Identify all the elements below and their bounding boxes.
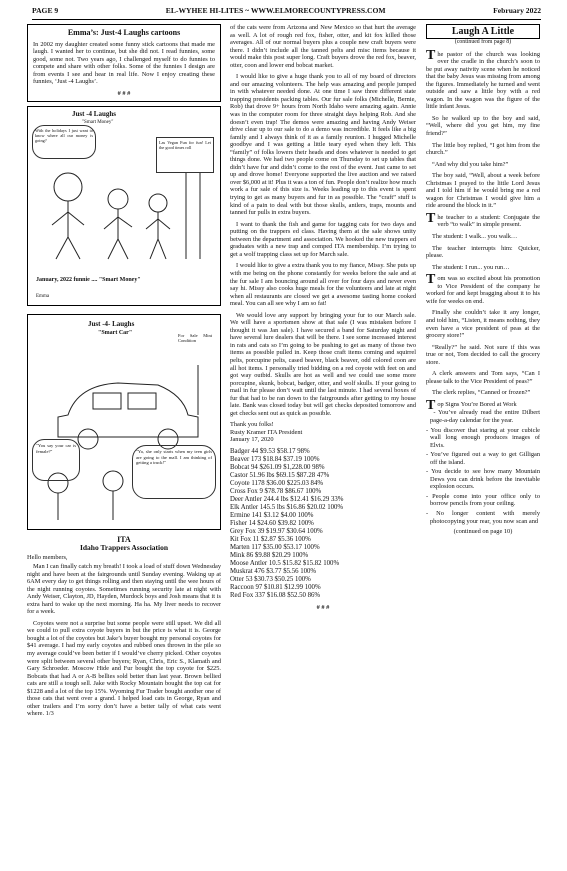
price-row: Bobcat 94 $261.09 $1,228.00 98%	[230, 463, 325, 471]
cartoon-signature: Emma	[36, 294, 50, 300]
paragraph: Man I can finally catch my breath! I took a load of stuff down Wednesday night and have been at the fairgrounds until Sunday evening. Waking up at 6AM every day to get things rolling and then staying until the wee hours of the night running coyotes. Sometimes running security late at night with Andy Weiser, Clayton, JD, Hayden, Murdock boys and Josh means that it is extra hard to wake up the next morning. Ha ha. My liver needs to recover for a week.	[27, 563, 221, 616]
cartoon-caption: January, 2022 funnie .... "Smart Money"	[36, 277, 141, 284]
cartoon-title: Just -4 Laughs	[72, 110, 116, 119]
signature-name: Rusty Kramer ITA President	[230, 428, 303, 436]
joke-text: The clerk replies, “Canned or frozen?”	[432, 389, 531, 397]
laugh-title: Laugh A Little	[426, 24, 540, 39]
greeting: Hello members,	[27, 554, 68, 562]
paper-name: EL-WYHEE HI-LITES ~ WWW.ELMORECOUNTYPRESS.COM	[165, 6, 386, 15]
paragraph: Coyotes were not a surprise but some people were still upset. We did all we could to pull extra coyote buyers in but the price is what it is. George bought a lot of the coyotes but Jake’s buyer bought my personal coyotes for $41 average. I had my early coyotes and rubbed ones thrown in the pile so my average could’ve been better if I would’ve cherry picked. Other coyotes were split between several other buyers; Ryan, Chris, Eric S., Klamath and Gary Schroeder. Moscow Hide and Fur bought the top coyote for $225. Bobcats that had A or A-B bellies sold better than last year. Brown bellied cats are still a tough sell. Jake with Rocky Mountain bought the top cat for $1228 and a lot of the top 15%. Wyoming Fur Trader bought another one of those cats that went over a grand. I helped load cats in George, Ryan and other trailers and I’m sorry don’t have a better tally of what cats went where. 1/3	[27, 619, 221, 718]
cartoon-smart-car	[27, 314, 221, 530]
las-vegas-sign: Las Vegan Fun for fun! Let the good times roll	[156, 137, 214, 173]
price-row: Elk Antler 145.5 lbs $16.86 $20.02 100%	[230, 503, 344, 511]
column-2	[230, 24, 416, 612]
joke-text: The teacher interrupts him: Quicker, please.	[426, 244, 540, 260]
price-row: Beaver 173 $18.84 $37.19 100%	[230, 455, 320, 463]
for-sale-sign: For Sale Mint Condition	[178, 333, 212, 344]
separator: # # #	[316, 603, 330, 611]
list-item: - You’ve figured out a way to get Gilligan off the island.	[426, 451, 540, 466]
cartoon-title: Just -4- Laughs	[88, 320, 135, 329]
joke-text: Finally she couldn’t take it any longer, and told him, “Listen, it means nothing, they even have a vice president of peas at the grocery store!”	[426, 309, 540, 340]
price-row: Deer Antler 244.4 lbs $12.41 $16.29 33%	[230, 495, 344, 503]
price-row: Otter 53 $30.73 $50.25 100%	[230, 575, 311, 583]
price-row: Red Fox 337 $16.08 $52.50 86%	[230, 591, 321, 599]
dropcap: T	[426, 397, 436, 413]
price-row: Muskrat 476 $3.77 $5.56 100%	[230, 567, 317, 575]
fur-price-list	[230, 448, 416, 600]
list-item: - No longer content with merely photocopying your rear, you now scan and	[426, 509, 540, 525]
price-row: Fisher 14 $24.60 $39.82 100%	[230, 519, 314, 527]
list-item: - People come into your office only to borrow pencils from your ceiling.	[426, 492, 540, 508]
stick-figures-drawing	[38, 147, 208, 267]
page-number: PAGE 9	[32, 6, 59, 15]
cartoon-smart-money	[27, 106, 221, 306]
joke-text: “Really?” he said. Not sure if this was true or not, Tom decided to call the grocery store.	[426, 343, 540, 366]
paragraph: We would love any support by bringing your fur to our March sale. We will have a sportsmen show at that sale (I was mistaken before I thought it was Jan sale). I have secured a band for Saturday night and have several lure dealers that will be there. I see some increased interest in rats and cats so I’m going to be pushing to get as many of those two items as possible pulled in. Keep those craft items coming and squirrel pelts, porcupine pelts, cased beaver, black beaver, odd colored coon are all hot items. I personally tried bidding on a red coyote with feet on and got way outbid. Skulls are hot as well and we could use some more porcupine, skunk, bobcat, badger, otter, and wolf skulls. If your going to mail in fur please don’t wait until the last minute. I had several boxes of fur that had to be ran down to the fairgrounds after getting to my house late. Bank was closed today but will get checks deposited tomorrow and get checks sent out as quick as possible.	[230, 311, 416, 417]
paragraph: I want to thank the fish and game for tagging cats for two days and putting on the trappers ed class. Having them at the sale shows unity between the department and association. We hooked the new trappers ed graduates with a new trap and comped ITA membership. I’m trying to get a wolf trapping class set up for March sale.	[230, 220, 416, 258]
joke-text: The little boy replied, “I got him from the church.”	[426, 141, 540, 157]
price-row: Moose Antler 10.5 $15.82 $15.82 100%	[230, 559, 340, 567]
separator: # # #	[117, 89, 131, 97]
cartoon-intro-text: In 2002 my daughter created some funny stick cartoons that made me laugh. I wanted her to continue, but she did not. I read funnies, some good, some not. Two years ago, I challenged myself to do funnies to compete and share with other folks. Some of the funnies I design are from events I see and hear in real life. Now I enjoy creating these funnies, ‘Just -4 Laughs’.	[33, 40, 215, 86]
price-row: Ermine 141 $3.12 $4.00 100%	[230, 511, 314, 519]
continued-note: (continued on page 10)	[453, 528, 513, 536]
price-row: Kit Fox 11 $2.87 $5.36 100%	[230, 535, 311, 543]
joke-text: The boy said, “Well, about a week before Christmas I prayed to the little Lord Jesus and I told him if he would bring me a red wagon for Christmas I would give him a ride around the block in it.”	[426, 172, 540, 210]
column-3	[426, 24, 540, 536]
joke-text: “And why did you take him?”	[432, 160, 509, 168]
thanks: Thank you folks!	[230, 421, 274, 429]
paragraph: of the cats were from Arizona and New Mexico so that hurt the average as well. A lot of rough red fox, fisher, otter, and kit fox killed those averages. All of our normal buyers plus a couple new craft buyers were there. I didn’t include all the tanned pelts and misc items because it would make this post super long. Craft buyers drove the red fox, beaver, otter, coon and lower end bobcat market.	[230, 24, 416, 69]
signature-date: January 17, 2020	[230, 436, 274, 444]
price-row: Raccoon 97 $10.81 $12.99 100%	[230, 583, 321, 591]
price-row: Mink 86 $9.88 $20.29 100%	[230, 551, 309, 559]
dropcap: T	[426, 47, 436, 63]
price-row: Marten 117 $35.00 $53.17 100%	[230, 543, 320, 551]
ita-subtitle: Idaho Trappers Association	[79, 542, 169, 552]
cartoon-intro-title: Emma’s: Just-4 Laughs cartoons	[67, 28, 181, 37]
column-1	[27, 24, 221, 722]
price-row: Grey Fox 39 $19.97 $30.64 100%	[230, 527, 323, 535]
joke-text: So he walked up to the boy and said, “Well, where did you get him, my fine friend?”	[426, 114, 540, 138]
paragraph: I would like to give a extra thank you to my fiance, Missy. She puts up with me being on the phone constantly for weeks before the sale and at the fur sale I am bouncing around all over for four days and never even say hi. Missy also cooks huge meals for the volunteers and late at night when all restaurants are closed we get a awesome tasting home cooked meal. You can all see why I am so fat!	[230, 262, 416, 308]
joke-text: he teacher to a student: Conjugate the verb “to walk” in simple present.	[437, 213, 540, 229]
list-item: - You’ve already read the entire Dilbert page-a-day calendar for the year.	[430, 409, 540, 424]
speech-bubble: "Ya, she only starts when my teen girls are going to the mall. I am thinking of getting a truck!"	[132, 445, 216, 499]
price-row: Badger 44 $9.53 $58.17 98%	[230, 447, 310, 455]
dropcap: T	[426, 272, 436, 288]
dropcap: T	[426, 210, 436, 226]
joke-text: he pastor of the church was looking over the cradle in the church’s soon to be put away nativity scene when he noticed that the baby Jesus was missing from among the figures. Immediately he turned and went outside and saw a little boy with a red wagon. In the wagon was the figure of the little infant Jesus.	[426, 50, 540, 111]
paragraph: I would like to give a huge thank you to all of my board of directors and our amazing volunteers. The help was amazing and people jumped in with whatever needed done. At one time I saw three different state trapping presidents packing tables. Our fur sale folks (Michelle, Bernie, Rob) that drove 9+ hours from North Idaho were amazing again. Annie was in the computer room for three straight days helping Rob. And she doesn’t even trap! The demos were amazing and having Andy Weiser drive clear up to our sale to do a demo was incredible. It feels like a big family and I always think of it as a family reunion. I hugged Michelle goodbye and I was getting a little teary eyed when they left. This “family” of folks lowers their heads and does whatever is needed to get things done. We had two people come on Thursday to set up tables that didn’t have fur and didn’t come to the rest of the event. Just came to set up and drove home! Everyone supported the live auction and we raised over $6,000 at it! Plus it was a ton of fun. People don’t realize how much work a fur sale of this size is. Weeks leading up to this event is spent trying to get as many buyers and fur in as possible. The “craft” stuff is kind of a pain to deal with but those skulls, antlers, traps, mounts and tanned fur pulls in extra buyers.	[230, 73, 416, 217]
joke-text: om was so excited about his promotion to Vice President of the company he worked for and kept bragging about it to his wife for weeks on end.	[426, 275, 540, 305]
price-row: Castor 51.96 lbs $69.15 $87.28 47%	[230, 471, 330, 479]
ita-title: ITA	[117, 535, 131, 545]
page-header	[32, 6, 541, 20]
cartoon-subtitle: "Smart Car"	[98, 330, 133, 337]
joke-title: op Signs You’re Bored at Work	[437, 400, 517, 408]
joke-text: The student: I run... you run…	[432, 263, 510, 271]
joke-text: The student: I walk... you walk…	[432, 233, 518, 241]
speech-bubble: With the holidays I just want to know where all our money is going?	[32, 125, 96, 159]
price-row: Coyote 1178 $36.00 $225.03 84%	[230, 479, 324, 487]
laugh-subtitle: (continued from page 8)	[454, 39, 512, 45]
cartoon-intro-box	[27, 24, 221, 102]
price-row: Cross Fox 9 $78.78 $86.67 100%	[230, 487, 322, 495]
cartoon-subtitle: "Smart Money"	[82, 120, 114, 126]
bored-at-work-list	[426, 409, 540, 525]
list-item: - You decide to see how many Mountain Dews you can drink before the inevitable explosion occurs.	[426, 468, 540, 491]
joke-text: A clerk answers and Tom says, “Can I please talk to the Vice President of peas?”	[426, 370, 540, 385]
list-item: - You discover that staring at your cubicle wall long enough produces images of Elvis.	[426, 426, 540, 449]
speech-bubble: "You say your car is female?"	[32, 439, 80, 481]
issue-date: February 2022	[493, 6, 541, 15]
